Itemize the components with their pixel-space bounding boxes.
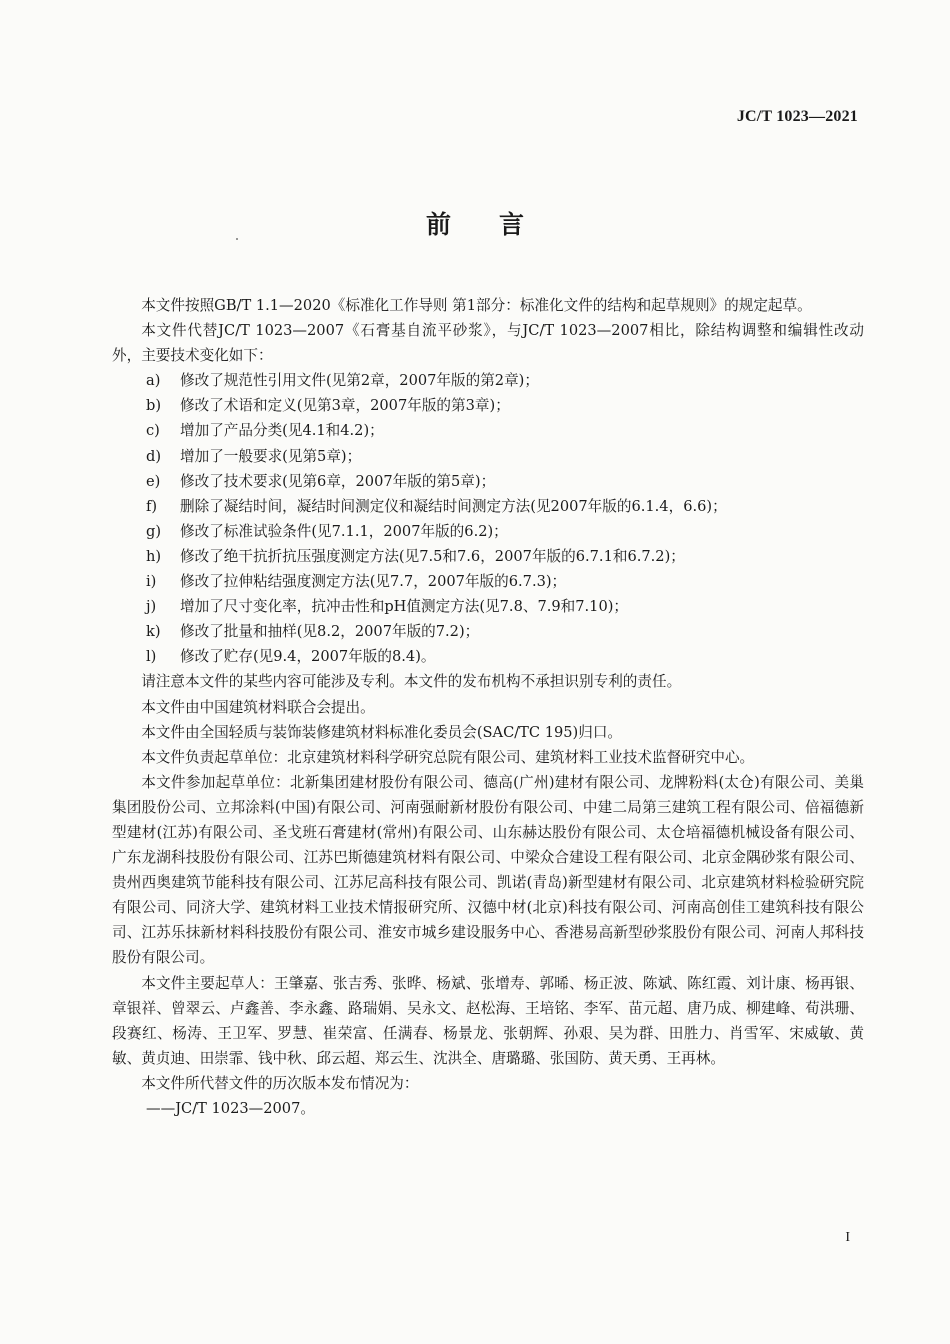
list-item-label: e): [146, 472, 161, 490]
list-item-label: a): [146, 372, 161, 390]
list-item-text: 增加了产品分类(见4.1和4.2)；: [180, 422, 384, 440]
list-item-label: h): [146, 547, 162, 565]
list-item-text: 修改了贮存(见9.4，2007年版的8.4)。: [180, 648, 436, 666]
list-item-label: f): [146, 497, 158, 515]
list-item-label: b): [146, 397, 162, 415]
list-item-label: l): [146, 648, 157, 666]
preface-body: [112, 293, 864, 1121]
list-item-text: 增加了尺寸变化率，抗冲击性和pH值测定方法(见7.8、7.9和7.10)；: [180, 598, 629, 616]
paragraph-committee: 本文件由全国轻质与装饰装修建筑材料标准化委员会(SAC/TC 195)归口。: [141, 723, 623, 741]
paragraph-basis: 本文件按照GB/T 1.1—2020《标准化工作导则 第1部分：标准化文件的结构和起草规则》的规定起草。: [141, 297, 812, 314]
paragraph-patent: 请注意本文件的某些内容可能涉及专利。本文件的发布机构不承担识别专利的责任。: [141, 673, 682, 691]
paragraph-replaces: 本文件代替JC/T 1023—2007《石膏基自流平砂浆》，与JC/T 1023—2007相比，除结构调整和编辑性改动外，主要技术变化如下：: [112, 322, 864, 365]
paragraph-main-drafters: 本文件主要起草人：王肇嘉、张吉秀、张晔、杨斌、张增寿、郭晞、杨正波、陈斌、陈红霞、刘计康、杨再银、章银祥、曾翠云、卢鑫善、李永鑫、路瑞娟、吴永文、赵松海、王培铭、李军、苗元超、唐乃成、柳建峰、荀洪珊、段赛红、杨涛、王卫军、罗慧、崔荣富、任满春、杨景龙、张朝辉、孙艰、吴为群、田胜力、肖雪军、宋威敏、黄敏、黄贞迪、田崇霏、钱中秋、邱云超、郑云生、沈洪全、唐璐璐、张国防、黄天勇、王再林。: [112, 974, 864, 1067]
list-item: [112, 494, 864, 519]
list-item: [112, 368, 864, 393]
list-item-text: 增加了一般要求(见第5章)；: [180, 447, 362, 465]
list-item: [112, 619, 864, 644]
list-item-text: 修改了批量和抽样(见8.2，2007年版的7.2)；: [180, 623, 480, 641]
paragraph-proposer: 本文件由中国建筑材料联合会提出。: [141, 698, 375, 716]
list-item-text: 修改了技术要求(见第6章，2007年版的第5章)；: [180, 472, 496, 490]
list-item-label: j): [146, 598, 157, 616]
list-item-label: i): [146, 573, 157, 591]
page-title: 前言: [425, 210, 572, 239]
list-item: [112, 594, 864, 619]
list-item-text: 修改了绝干抗折抗压强度测定方法(见7.5和7.6，2007年版的6.7.1和6.7.2)；: [180, 547, 685, 565]
list-item-label: d): [146, 447, 162, 465]
paragraph-history: 本文件所代替文件的历次版本发布情况为：: [141, 1074, 419, 1092]
list-item: [112, 444, 864, 469]
list-item-label: g): [146, 522, 162, 540]
list-item: [112, 569, 864, 594]
list-item-text: 修改了术语和定义(见第3章，2007年版的第3章)；: [180, 397, 510, 415]
list-item: [112, 418, 864, 443]
list-item: [112, 469, 864, 494]
list-item-text: 修改了标准试验条件(见7.1.1，2007年版的6.2)；: [180, 522, 508, 540]
previous-version: ——JC/T 1023—2007。: [146, 1100, 315, 1117]
paragraph-lead-drafters: 本文件负责起草单位：北京建筑材料科学研究总院有限公司、建筑材料工业技术监督研究中心。: [141, 748, 755, 766]
list-item-text: 删除了凝结时间，凝结时间测定仪和凝结时间测定方法(见2007年版的6.1.4，6.6)；: [180, 497, 727, 515]
list-item-text: 修改了规范性引用文件(见第2章，2007年版的第2章)；: [180, 372, 539, 390]
page-number: I: [845, 1230, 850, 1245]
list-item-label: c): [146, 422, 160, 440]
list-item-text: 修改了拉伸粘结强度测定方法(见7.7，2007年版的6.7.3)；: [180, 573, 567, 591]
list-item: [112, 544, 864, 569]
list-item: [112, 393, 864, 418]
paragraph-participating-units: 本文件参加起草单位：北新集团建材股份有限公司、德高(广州)建材有限公司、龙牌粉料(太仓)有限公司、美巢集团股份公司、立邦涂料(中国)有限公司、河南强耐新材股份有限公司、中建二局第三建筑工程有限公司、倍福德新型建材(江苏)有限公司、圣戈班石膏建材(常州)有限公司、山东赫达股份有限公司、太仓培福德机械设备有限公司、广东龙湖科技股份有限公司、江苏巴斯德建筑材料有限公司、中梁众合建设工程有限公司、北京金隅砂浆有限公司、贵州西奥建筑节能科技有限公司、江苏尼高科技有限公司、凯诺(青岛)新型建材有限公司、北京建筑材料检验研究院有限公司、同济大学、建筑材料工业技术情报研究所、汉德中材(北京)科技有限公司、河南高创佳工建筑科技有限公司、江苏乐抹新材料科技股份有限公司、淮安市城乡建设服务中心、香港易高新型砂浆股份有限公司、河南人邦科技股份有限公司。: [112, 773, 864, 967]
list-item-label: k): [146, 623, 161, 641]
standard-code: JC/T 1023—2021: [736, 108, 858, 125]
list-item: [112, 644, 864, 669]
changes-list: [112, 368, 864, 669]
list-item: [112, 519, 864, 544]
